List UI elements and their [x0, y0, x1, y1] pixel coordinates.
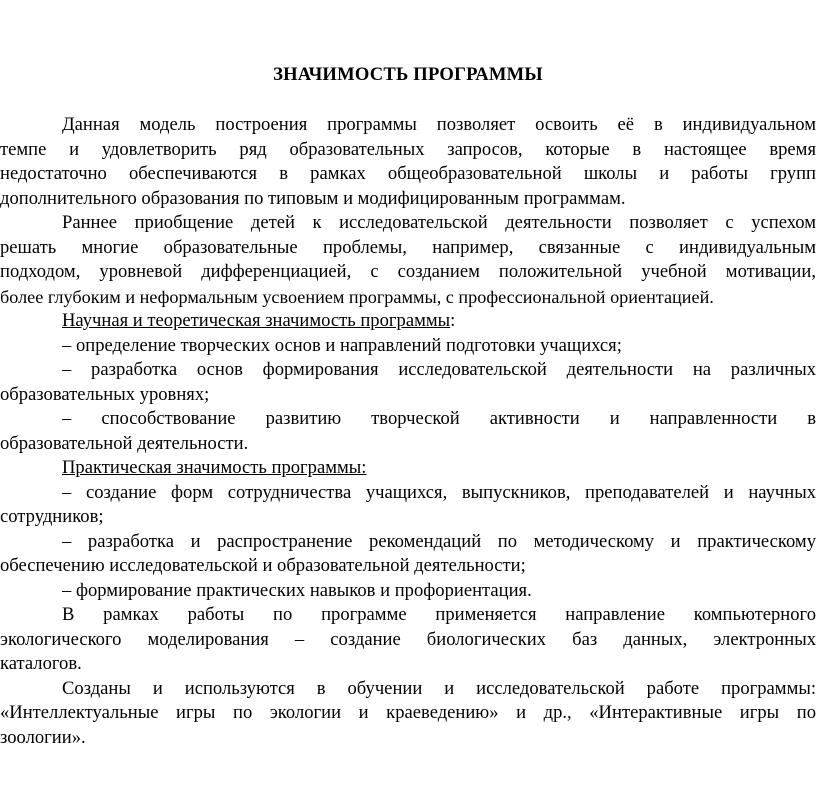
text-line: экологического моделирования – создание биологических баз данных, электронных — [0, 628, 816, 650]
section-heading-practical — [0, 456, 816, 480]
section-heading-scientific — [0, 309, 816, 333]
bullet-line: – разработка основ формирования исследовательской деятельности на различных — [62, 359, 816, 380]
text-line: обеспечению исследовательской и образовательной деятельности; — [0, 555, 526, 576]
text-line: «Интеллектуальные игры по экологии и краеведению» и др., «Интерактивные игры по — [0, 702, 816, 723]
text-line: В рамках работы по программе применяется направление компьютерного — [62, 604, 816, 625]
text-line: образовательной деятельности. — [0, 432, 249, 454]
text-line: каталогов. — [0, 653, 82, 674]
bullet-line: – способствование развитию творческой активности и направленности в — [62, 408, 816, 429]
bullet-line: – создание форм сотрудничества учащихся, выпускников, преподавателей и научных — [62, 481, 816, 503]
bullet-line: – определение творческих основ и направлений подготовки учащихся; — [62, 334, 622, 356]
page-title: ЗНАЧИМОСТЬ ПРОГРАММЫ — [273, 64, 543, 85]
bullet-line: – разработка и распространение рекомендаций по методическому и практическому — [62, 530, 816, 552]
text-line: более глубоким и неформальным усвоением программы, с профессиональной ориентацией. — [0, 286, 714, 307]
heading-colon: : — [450, 310, 456, 331]
section-heading-text: Научная и теоретическая значимость программы — [62, 310, 451, 331]
section-heading-text: Практическая значимость программы: — [62, 457, 367, 478]
text-line: решать многие образовательные проблемы, например, связанные с индивидуальным — [0, 236, 816, 258]
text-line: темпе и удовлетворить ряд образовательных запросов, которые в настоящее время — [0, 138, 816, 160]
text-line: дополнительного образования по типовым и модифицированным программам. — [0, 187, 626, 209]
text-line: подходом, уровневой дифференциацией, с созданием положительной учебной мотивации, — [0, 261, 816, 282]
text-line: Раннее приобщение детей к исследовательской деятельности позволяет с успехом — [62, 212, 816, 233]
bullet-line: – формирование практических навыков и профориентация. — [62, 579, 532, 601]
text-line: образовательных уровнях; — [0, 383, 210, 405]
text-line: недостаточно обеспечиваются в рамках общеобразовательной школы и работы групп — [0, 163, 816, 184]
text-line: Данная модель построения программы позволяет освоить её в индивидуальном — [62, 114, 816, 135]
text-line: зоологии». — [0, 726, 86, 748]
text-line: сотрудников; — [0, 506, 104, 527]
text-line: Созданы и используются в обучении и исследовательской работе программы: — [62, 677, 816, 699]
